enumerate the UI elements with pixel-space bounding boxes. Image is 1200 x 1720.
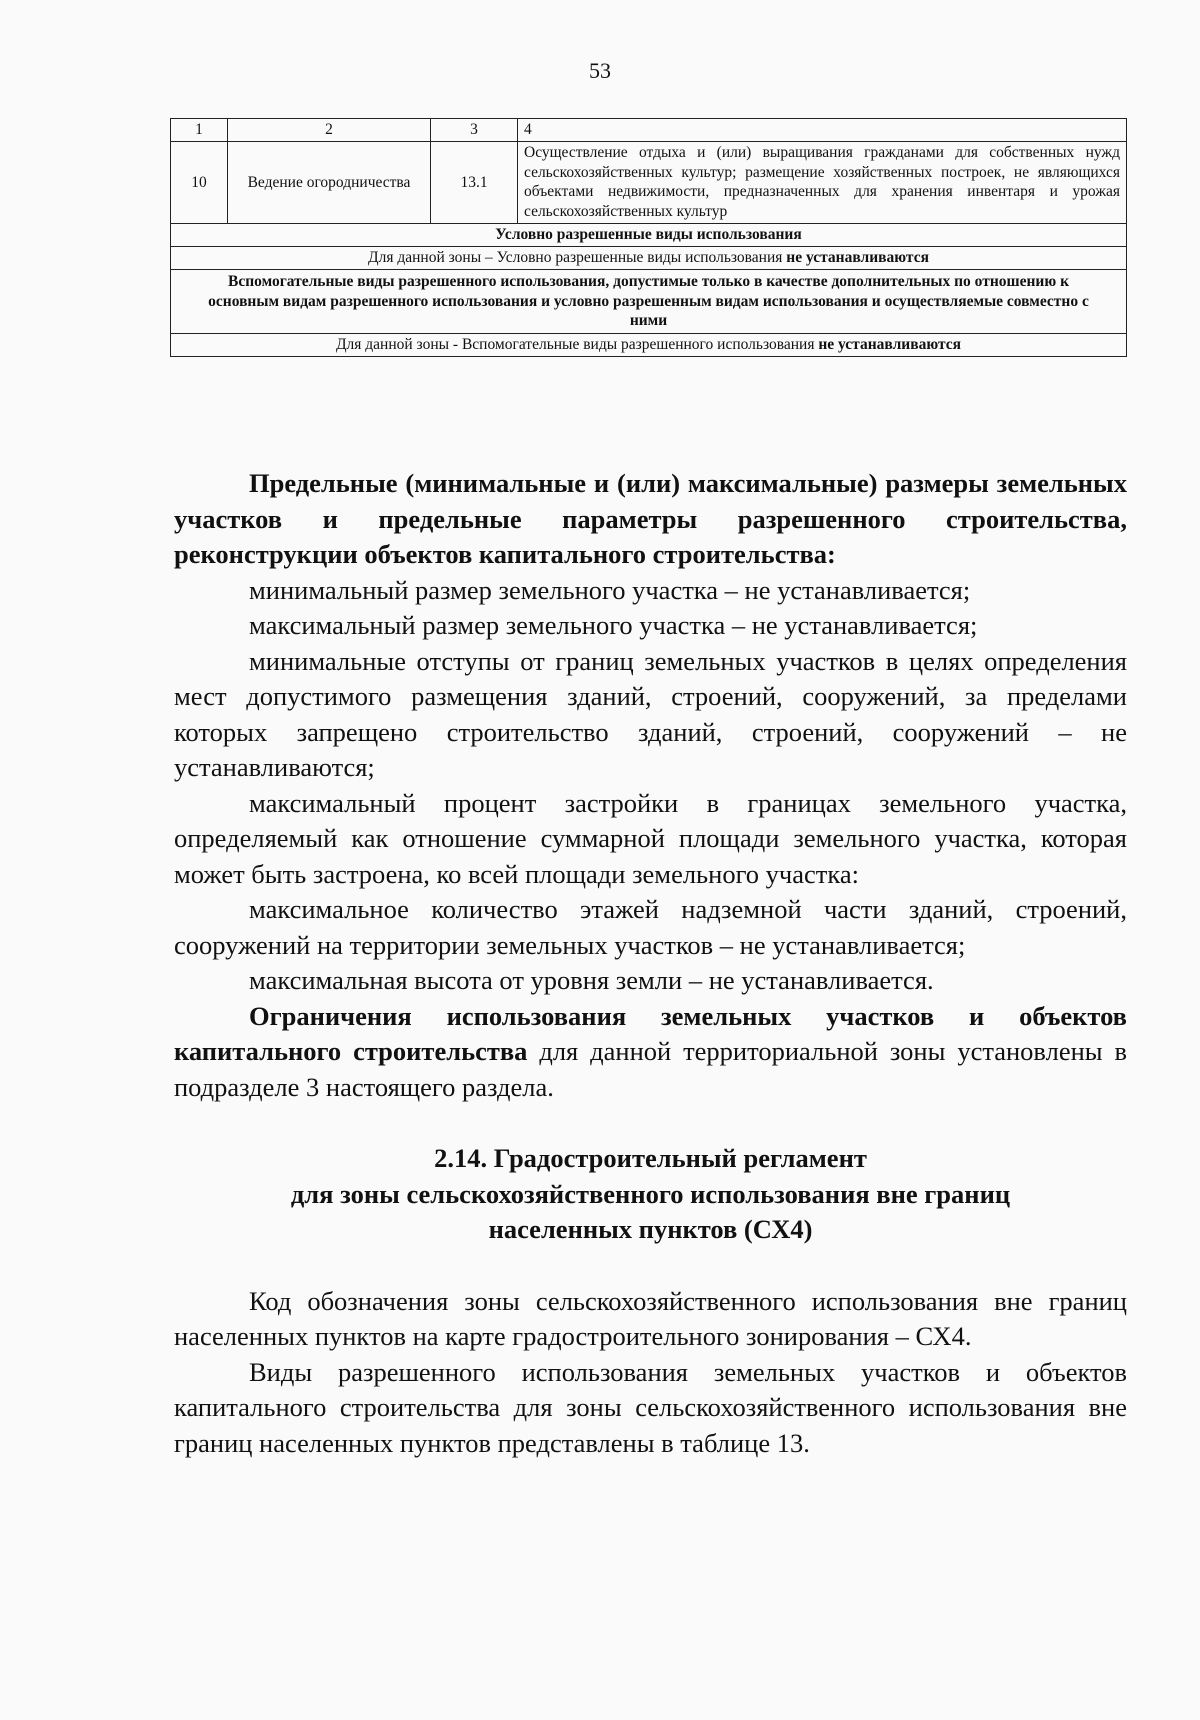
restrictions-paragraph bbox=[174, 999, 1127, 1106]
limit-item: максимальная высота от уровня земли – не устанавливается. bbox=[249, 965, 934, 995]
restrictions-bold: Ограничения использования земельных участков и объектов капитального строительства bbox=[174, 1000, 1127, 1066]
row-use-name: Ведение огородничества bbox=[228, 141, 431, 223]
conditional-heading: Условно разрешенные виды использования bbox=[171, 224, 1127, 247]
auxiliary-note-text: Для данной зоны - Вспомогательные виды разрешенного использования bbox=[335, 336, 819, 354]
auxiliary-heading-row bbox=[171, 269, 1127, 333]
section-title bbox=[174, 1141, 1127, 1248]
section-title-line: 2.14. Градостроительный регламент bbox=[434, 1143, 867, 1173]
header-cell-1: 1 bbox=[171, 119, 228, 142]
conditional-note-row bbox=[171, 246, 1127, 269]
section-title-line: для зоны сельскохозяйственного использования вне границ bbox=[290, 1178, 1011, 1209]
auxiliary-note-status: не устанавливаются bbox=[818, 336, 962, 354]
limit-item: максимальный процент застройки в границах земельного участка, определяемый как отношение суммарной площади земельного участка, которая может быть застроена, ко всей площади земельного участка: bbox=[174, 787, 1127, 889]
types-paragraph: Виды разрешенного использования земельных участков и объектов капитального строительства для зоны сельскохозяйственного использования вне границ населенных пунктов представлены в таблице 13. bbox=[174, 1356, 1127, 1458]
header-cell-2: 2 bbox=[228, 119, 431, 142]
conditional-note bbox=[171, 246, 1127, 269]
restrictions-rest: для данной территориальной зоны установлены в подразделе 3 настоящего раздела. bbox=[174, 1036, 1127, 1102]
limit-item: максимальный размер земельного участка – не устанавливается; bbox=[249, 610, 978, 640]
conditional-note-text: Для данной зоны – Условно разрешенные виды использования bbox=[368, 248, 787, 266]
auxiliary-note-row bbox=[171, 334, 1127, 357]
page-number: 53 bbox=[589, 58, 611, 83]
header-cell-3: 3 bbox=[431, 119, 518, 142]
limit-item: максимальное количество этажей надземной части зданий, строений, сооружений на территории земельных участков – не устанавливается; bbox=[174, 894, 1127, 960]
regulation-table bbox=[170, 118, 1127, 357]
conditional-heading-row bbox=[171, 224, 1127, 247]
row-use-code: 13.1 bbox=[431, 141, 518, 223]
row-use-description: Осуществление отдыха и (или) выращивания гражданами для собственных нужд сельскохозяйственных культур; размещение хозяйственных построек, не являющихся объектами недвижимости, предназначенных для хранения инвентаря и урожая сельскохозяйственных культур bbox=[518, 141, 1127, 223]
auxiliary-note bbox=[171, 334, 1127, 357]
row-number: 10 bbox=[171, 141, 228, 223]
limit-item: минимальные отступы от границ земельных участков в целях определения мест допустимого размещения зданий, строений, сооружений, за пределами которых запрещено строительство зданий, строений, сооружений – не устанавливаются; bbox=[174, 645, 1127, 782]
limits-heading: Предельные (минимальные и (или) максимальные) размеры земельных участков и предельные параметры разрешенного строительства, реконструкции объектов капитального строительства: bbox=[174, 468, 1127, 569]
conditional-note-status: не устанавливаются bbox=[786, 248, 929, 266]
limit-item: минимальный размер земельного участка – не устанавливается; bbox=[249, 574, 971, 605]
table-row bbox=[171, 141, 1127, 223]
code-paragraph: Код обозначения зоны сельскохозяйственного использования вне границ населенных пунктов на карте градостроительного зонирования – СХ4. bbox=[174, 1285, 1127, 1351]
auxiliary-heading: Вспомогательные виды разрешенного использования, допустимые только в качестве дополнительных по отношению к основным видам разрешенного использования и условно разрешенным видам использования и осуществляемые совместно с ними bbox=[171, 269, 1127, 333]
table-header-row bbox=[171, 119, 1127, 142]
document-body bbox=[174, 466, 1127, 1461]
header-cell-4: 4 bbox=[518, 119, 1127, 142]
section-title-line: населенных пунктов (СХ4) bbox=[488, 1214, 813, 1244]
